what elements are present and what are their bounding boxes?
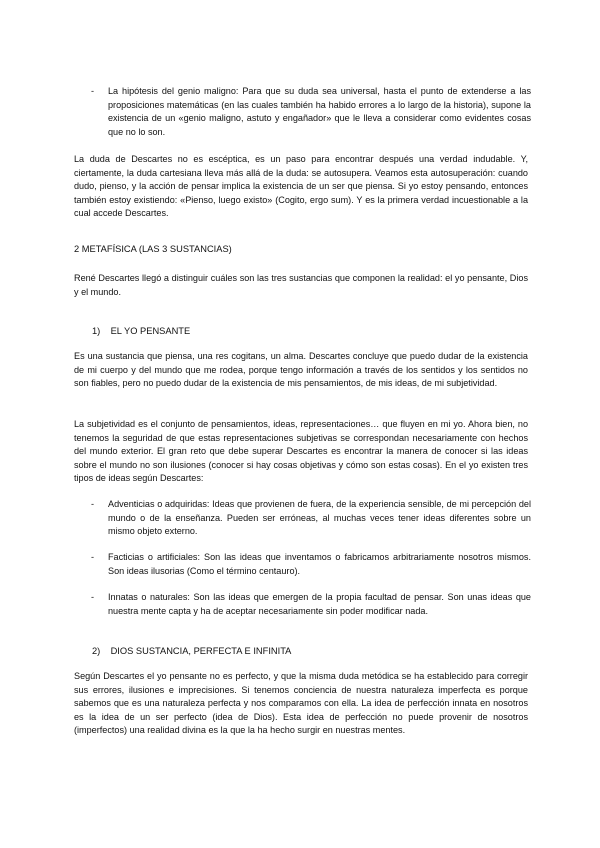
bullet-dash: - — [91, 499, 95, 509]
paragraph-yo-pensante: Es una sustancia que piensa, una res cogitans, un alma. Descartes concluye que puedo dudar de la existencia de mi cuerpo y del mundo que me rodea, porque tengo información a través de los sentidos y los sentidos no son fiables, pero no puedo dudar de la existencia de mis pensamientos, de mis ideas, de mi subjetividad. — [74, 351, 528, 389]
bullet-text-facticias: Facticias o artificiales: Son las ideas que inventamos o fabricamos arbitrariamente nosotros mismos. Son ideas ilusorias (Como el término centauro). — [108, 552, 531, 576]
paragraph-dios: Según Descartes el yo pensante no es perfecto, y que la misma duda metódica se ha establecido para corregir sus errores, ilusiones e imprecisiones. Si tenemos conciencia de nuestra naturaleza imperfecta es porque sabemos que es una naturaleza perfecta y nos comparamos con ella. La idea de perfección innata en nosotros es la idea de un ser perfecto (idea de Dios). Esta idea de perfección no puede provenir de nosotros (imperfectos) una realidad divina es la que la ha hecho surgir en nuestras mentes. — [74, 671, 528, 736]
subsection-text: EL YO PENSANTE — [110, 326, 191, 336]
section-title: 2 METAFÍSICA (LAS 3 SUSTANCIAS) — [74, 244, 232, 254]
paragraph-sustancias: René Descartes llegó a distinguir cuáles son las tres sustancias que componen la realidad: el yo pensante, Dios y el mundo. — [74, 273, 528, 297]
subsection-title-dios — [92, 645, 291, 658]
paragraph-subjetividad: La subjetividad es el conjunto de pensamientos, ideas, representaciones… que fluyen en mi yo. Ahora bien, no tenemos la seguridad de que estas representaciones subjetivas se correspondan necesariamente con hechos del mundo exterior. El gran reto que debe superar Descartes es encontrar la manera de conocer si las ideas sobre el mundo no son ilusiones (conocer si hay cosas objetivas y cómo son estas cosas). En el yo existen tres tipos de ideas según Descartes: — [74, 419, 528, 484]
list-item — [91, 551, 531, 578]
subsection-number: 2) — [92, 646, 101, 656]
paragraph-duda: La duda de Descartes no es escéptica, es un paso para encontrar después una verdad indudable. Y, ciertamente, la duda cartesiana lleva más allá de la duda: se autosupera. Veamos esta autosuperación: cuando dudo, pienso, y la acción de pensar implica la existencia de un ser que piensa. Si yo estoy pensando, entonces también estoy existiendo: «Pienso, luego existo» (Cogito, ergo sum). Y es la primera verdad incuestionable a la cual accede Descartes. — [74, 154, 528, 219]
subsection-title-yo-pensante — [92, 325, 190, 338]
bullet-dash: - — [91, 592, 95, 602]
bullet-dash: - — [91, 552, 95, 562]
list-item — [91, 591, 531, 618]
list-item — [91, 498, 531, 539]
bullet-text-adventicias: Adventicias o adquiridas: Ideas que provienen de fuera, de la experiencia sensible, de mi percepción del mundo o de la enseñanza. Pueden ser erróneas, al muchas veces tener ideas diferentes sobre un mismo objeto externo. — [108, 499, 531, 537]
subsection-number: 1) — [92, 326, 101, 336]
bullet-text-innatas: Innatas o naturales: Son las ideas que emergen de la propia facultad de pensar. Son unas ideas que nuestra mente capta y ha de aceptar necesariamente sin poder modificar nada. — [108, 592, 531, 616]
subsection-text: DIOS SUSTANCIA, PERFECTA E INFINITA — [110, 646, 292, 656]
bullet-dash: - — [91, 86, 95, 96]
bullet-text-genio-maligno: La hipótesis del genio maligno: Para que su duda sea universal, hasta el punto de extenderse a las proposiciones matemáticas (en las cuales también ha habido errores a lo largo de la historia), supone la existencia de un «genio maligno, astuto y engañador» que le lleva a considerar como evidentes cosas que no lo son. — [108, 86, 531, 137]
list-item — [91, 85, 531, 139]
